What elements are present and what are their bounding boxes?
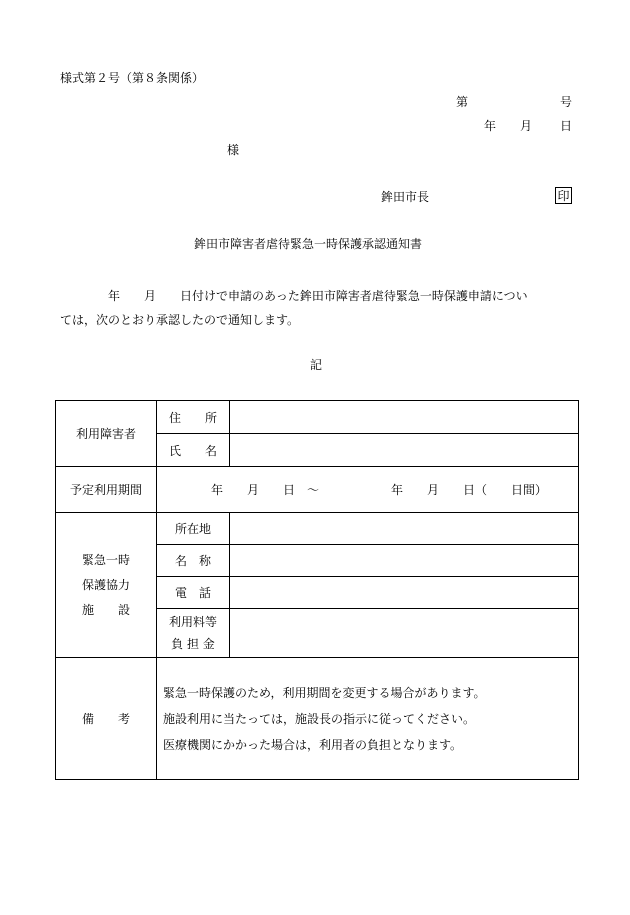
table-row [56,513,579,545]
remarks-value-cell [157,658,579,780]
date-year: 年 [484,119,497,133]
table-row [56,401,579,434]
name-label: 氏 名 [168,443,217,458]
user-category-label: 利用障害者 [75,427,136,441]
notice-body [60,284,580,332]
issuer-name: 鉾田市長 [381,190,430,204]
remarks-label: 備 考 [81,712,130,726]
period-value: 年 月 日 ～ 年 月 日（ 日間） [210,483,547,497]
phone-label: 電 話 [174,586,211,600]
facility-name-label-cell [157,545,230,577]
facility-name-label: 名 称 [174,554,211,568]
location-label: 所在地 [174,522,211,536]
address-label: 住 所 [168,410,217,425]
doc-number-go: 号 [560,95,573,109]
remarks-line: 施設利用に当たっては，施設長の指示に従ってください。 [163,711,476,726]
fee-label-line1: 利用料等 [168,615,217,629]
remarks-line: 緊急一時保護のため，利用期間を変更する場合があります。 [163,685,486,700]
facility-name-value-cell [230,545,579,577]
notice-body-line2: ては，次のとおり承認したので通知します。 [60,313,300,327]
facility-category-cell [56,513,157,658]
location-value-cell [230,513,579,545]
period-value-cell [157,467,579,513]
location-label-cell [157,513,230,545]
remarks-line: 医療機関にかかった場合は，利用者の負担となります。 [163,737,463,752]
facility-category-line3: 施 設 [81,602,130,617]
addressee-honorific: 様 [227,143,240,157]
name-label-cell [157,434,230,467]
document-title: 鉾田市障害者虐待緊急一時保護承認通知書 [194,237,423,251]
table-row [56,658,579,780]
form-number: 様式第２号（第８条関係） [60,71,205,85]
fee-label-cell [157,609,230,658]
fee-value-cell [230,609,579,658]
phone-value-cell [230,577,579,609]
remarks-label-cell [56,658,157,780]
date-day: 日 [560,119,573,133]
approval-table [55,400,579,780]
ki-heading: 記 [310,358,323,372]
seal-stamp: 印 [555,187,572,204]
facility-category-line2: 保護協力 [81,577,130,592]
user-category-cell [56,401,157,467]
date-month: 月 [520,119,533,133]
period-label-cell [56,467,157,513]
address-label-cell [157,401,230,434]
table-row [56,467,579,513]
period-label: 予定利用期間 [69,483,142,497]
doc-number-dai: 第 [456,95,469,109]
address-value-cell [230,401,579,434]
notice-body-line1: 年 月 日付けで申請のあった鉾田市障害者虐待緊急一時保護申請につい [60,289,528,303]
remarks-list [157,680,578,758]
name-value-cell [230,434,579,467]
facility-category-line1: 緊急一時 [81,552,130,567]
fee-label-line2: 負 担 金 [171,637,215,651]
phone-label-cell [157,577,230,609]
